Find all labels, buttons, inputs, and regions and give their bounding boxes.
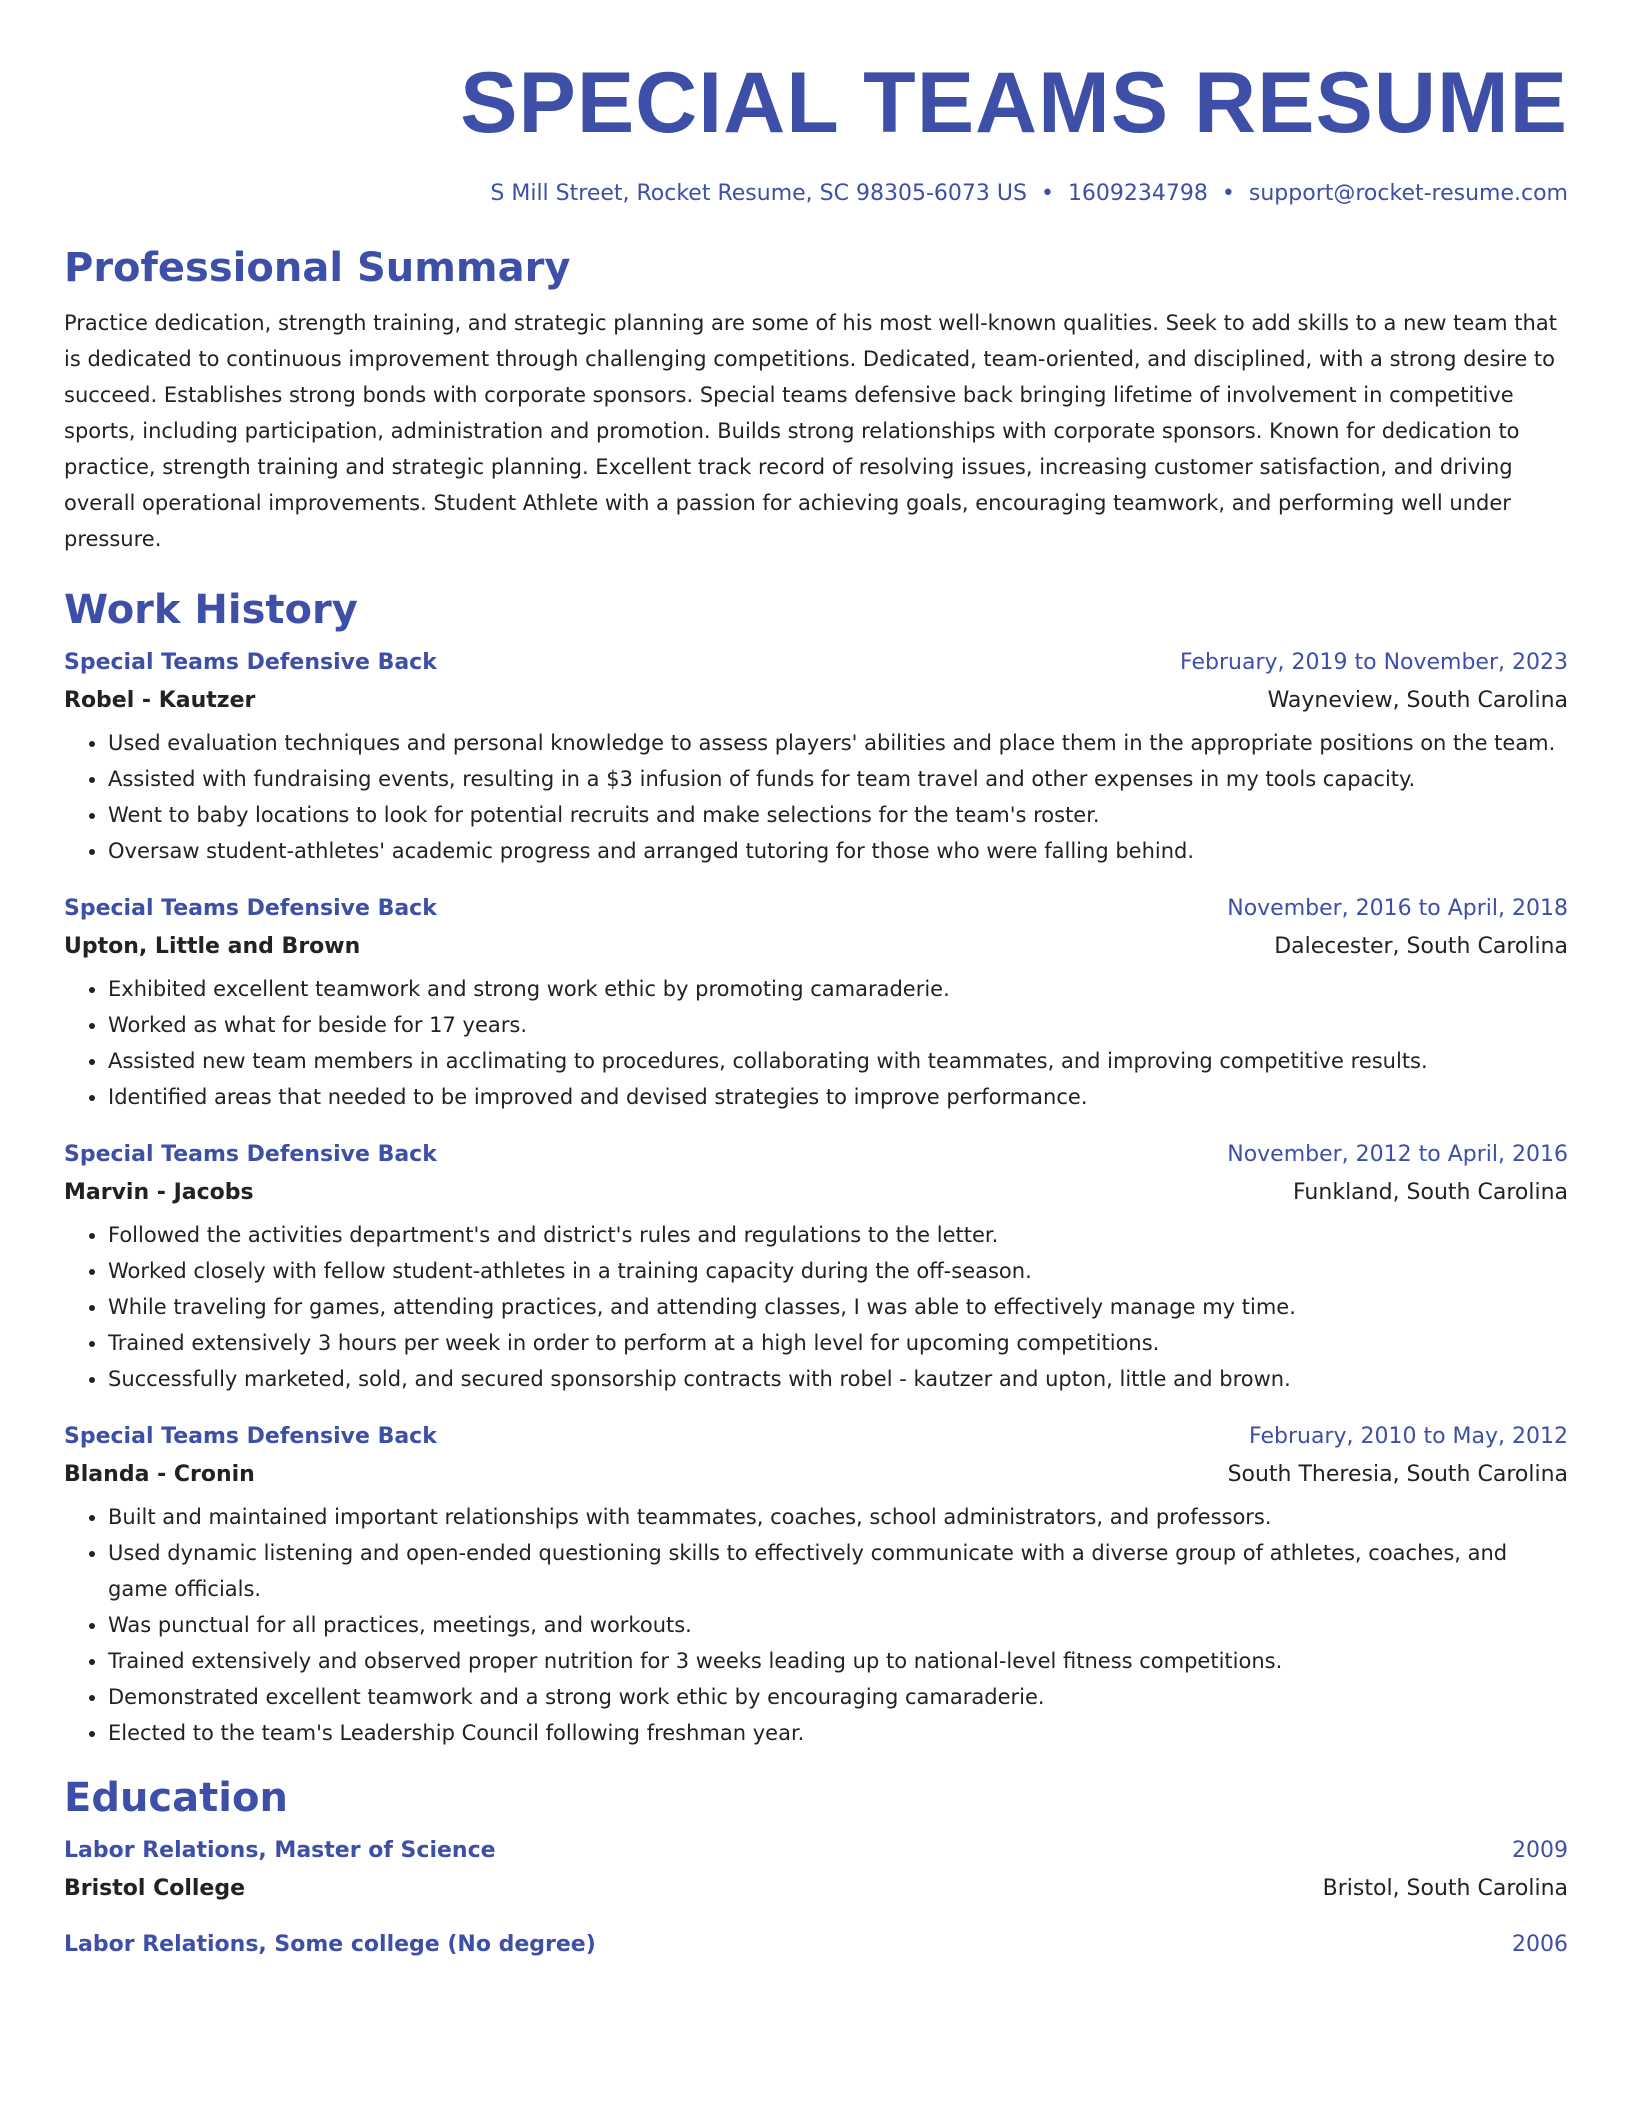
contact-separator: •: [1221, 181, 1235, 206]
education-entry: [64, 1929, 1568, 1961]
job-header-row: [64, 893, 1568, 925]
job-entry: [64, 893, 1568, 1115]
job-location: Funkland, South Carolina: [1292, 1180, 1568, 1205]
job-bullet: • Exhibited excellent teamwork and strong work ethic by promoting camaraderie.: [108, 971, 1568, 1007]
education-section: [64, 1773, 1568, 1961]
section-title-summary: Professional Summary: [64, 245, 571, 291]
job-header-row: [64, 647, 1568, 679]
job-header-row: [64, 1421, 1568, 1453]
job-bullets: [64, 971, 1568, 1115]
job-bullet: • Was punctual for all practices, meetings, and workouts.: [108, 1607, 1568, 1643]
job-entry: [64, 1421, 1568, 1751]
section-title-education: Education: [64, 1775, 288, 1821]
job-title: Special Teams Defensive Back: [64, 1424, 437, 1449]
education-degree-row: [64, 1929, 1568, 1961]
job-company: Blanda - Cronin: [64, 1462, 255, 1487]
job-bullet: • Worked as what for beside for 17 years.: [108, 1007, 1568, 1043]
job-company: Marvin - Jacobs: [64, 1180, 254, 1205]
job-dates: November, 2012 to April, 2016: [1227, 1142, 1568, 1167]
contact-line: [64, 179, 1568, 209]
job-bullet: • Trained extensively and observed proper nutrition for 3 weeks leading up to national-level fitness competitions.: [108, 1643, 1568, 1679]
job-title: Special Teams Defensive Back: [64, 650, 437, 675]
job-location: South Theresia, South Carolina: [1227, 1462, 1568, 1487]
job-bullets: [64, 725, 1568, 869]
resume-name: SPECIAL TEAMS RESUME: [460, 55, 1568, 151]
contact-address: S Mill Street, Rocket Resume, SC 98305-6073 US: [490, 181, 1027, 206]
section-title-work-history: Work History: [64, 587, 358, 633]
work-history-section: [64, 585, 1568, 1751]
job-company-row: [64, 931, 1568, 963]
job-bullet: • Identified areas that needed to be improved and devised strategies to improve performance.: [108, 1079, 1568, 1115]
job-company-row: [64, 685, 1568, 717]
job-header-row: [64, 1139, 1568, 1171]
job-company: Robel - Kautzer: [64, 688, 256, 713]
job-bullet: • Went to baby locations to look for potential recruits and make selections for the team's roster.: [108, 797, 1568, 833]
job-dates: February, 2010 to May, 2012: [1249, 1424, 1568, 1449]
education-year: 2009: [1512, 1838, 1568, 1863]
contact-email: support@rocket-resume.com: [1248, 181, 1568, 206]
job-bullet: • Successfully marketed, sold, and secured sponsorship contracts with robel - kautzer and upton, little and brown.: [108, 1361, 1568, 1397]
job-title: Special Teams Defensive Back: [64, 896, 437, 921]
education-school-row: [64, 1873, 1568, 1905]
job-location: Wayneview, South Carolina: [1267, 688, 1568, 713]
job-location: Dalecester, South Carolina: [1274, 934, 1568, 959]
job-bullet: • Followed the activities department's and district's rules and regulations to the letter.: [108, 1217, 1568, 1253]
job-bullets: [64, 1499, 1568, 1751]
job-title: Special Teams Defensive Back: [64, 1142, 437, 1167]
contact-phone: 1609234798: [1067, 181, 1208, 206]
job-bullet: • Assisted new team members in acclimating to procedures, collaborating with teammates, and improving competitive results.: [108, 1043, 1568, 1079]
job-bullet: • Elected to the team's Leadership Council following freshman year.: [108, 1715, 1568, 1751]
job-company-row: [64, 1177, 1568, 1209]
summary-section: [64, 243, 1568, 557]
education-degree-row: [64, 1835, 1568, 1867]
job-bullet: • Built and maintained important relationships with teammates, coaches, school administrators, and professors.: [108, 1499, 1568, 1535]
job-bullet: • Worked closely with fellow student-athletes in a training capacity during the off-season.: [108, 1253, 1568, 1289]
job-company: Upton, Little and Brown: [64, 934, 361, 959]
education-school: Bristol College: [64, 1876, 246, 1901]
job-bullet: • While traveling for games, attending practices, and attending classes, I was able to effectively manage my time.: [108, 1289, 1568, 1325]
job-company-row: [64, 1459, 1568, 1491]
job-dates: February, 2019 to November, 2023: [1180, 650, 1568, 675]
education-year: 2006: [1512, 1932, 1568, 1957]
resume-page: [64, 0, 1568, 1961]
job-bullet: • Used dynamic listening and open-ended questioning skills to effectively communicate with a diverse group of athletes, coaches, and game officials.: [108, 1535, 1568, 1607]
education-entry: [64, 1835, 1568, 1905]
job-bullet: • Trained extensively 3 hours per week in order to perform at a high level for upcoming competitions.: [108, 1325, 1568, 1361]
education-degree: Labor Relations, Some college (No degree): [64, 1932, 596, 1957]
education-degree: Labor Relations, Master of Science: [64, 1838, 496, 1863]
job-dates: November, 2016 to April, 2018: [1227, 896, 1568, 921]
job-bullet: • Assisted with fundraising events, resulting in a $3 infusion of funds for team travel and other expenses in my tools capacity.: [108, 761, 1568, 797]
summary-text: Practice dedication, strength training, and strategic planning are some of his most well-known qualities. Seek to add skills to a new team that is dedicated to continuous improvement through challenging competitions. Dedicated, team-oriented, and disciplined, with a strong desire to succeed. Establishes strong bonds with corporate sponsors. Special teams defensive back bringing lifetime of involvement in competitive sports, including participation, administration and promotion. Builds strong relationships with corporate sponsors. Known for dedication to practice, strength training and strategic planning. Excellent track record of resolving issues, increasing customer satisfaction, and driving overall operational improvements. Student Athlete with a passion for achieving goals, encouraging teamwork, and performing well under pressure.: [64, 311, 1557, 551]
education-location: Bristol, South Carolina: [1322, 1876, 1568, 1901]
job-bullet: • Demonstrated excellent teamwork and a strong work ethic by encouraging camaraderie.: [108, 1679, 1568, 1715]
job-bullets: [64, 1217, 1568, 1397]
job-entry: [64, 647, 1568, 869]
job-entry: [64, 1139, 1568, 1397]
contact-separator: •: [1040, 181, 1054, 206]
job-bullet: • Oversaw student-athletes' academic progress and arranged tutoring for those who were falling behind.: [108, 833, 1568, 869]
job-bullet: • Used evaluation techniques and personal knowledge to assess players' abilities and place them in the appropriate positions on the team.: [108, 725, 1568, 761]
